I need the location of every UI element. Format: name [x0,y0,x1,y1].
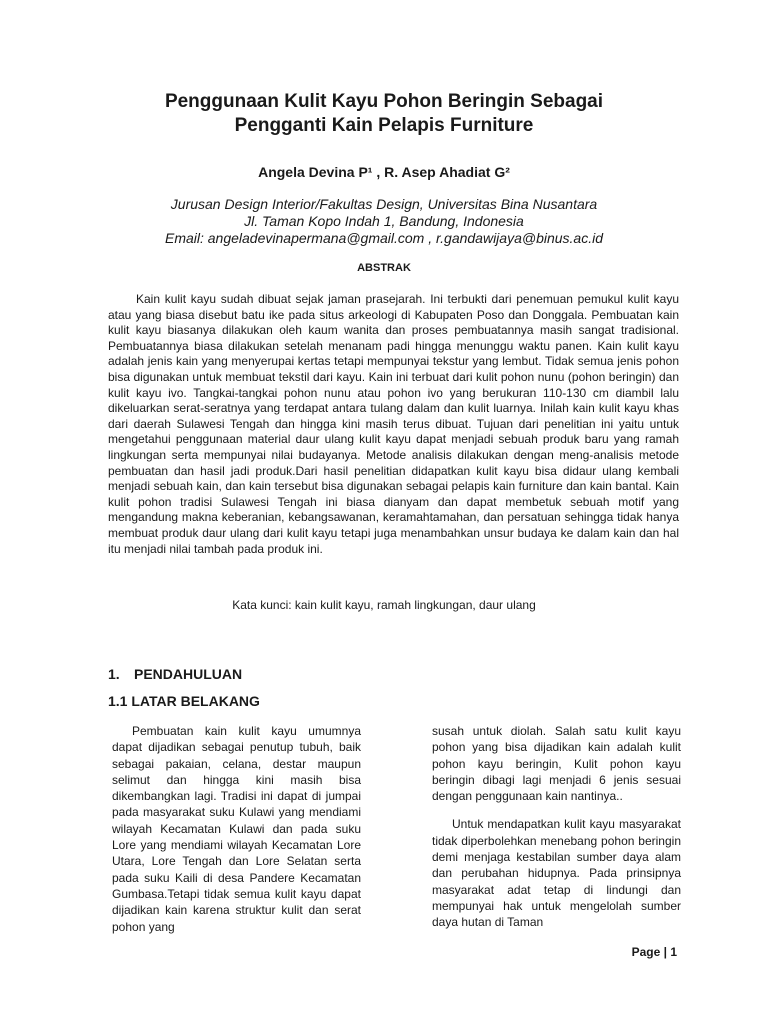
title-line-2: Pengganti Kain Pelapis Furniture [234,115,534,136]
body-paragraph: Pembuatan kain kulit kayu umumnya dapat dijadikan sebagai penutup tubuh, baik sebagai pakaian, celana, destar maupun selimut dan hingga kini masih bisa dikembangkan lagi. Tradisi ini dapat di jumpai pada masyarakat suku Kulawi yang mendiami wilayah Kecamatan Kulawi dan pada suku Lore yang mendiami wilayah Kecamatan Lore Utara, Lore Tengah dan Lore Selatan serta pada suku Kaili di desa Pandere Kecamatan Gumbasa.Tetapi tidak semua kulit kayu dapat dijadikan kain karena struktur kulit dan serat pohon yang [112,724,361,934]
subsection-heading-latar-belakang: 1.1 LATAR BELAKANG [108,693,260,709]
abstract-heading: ABSTRAK [357,262,411,274]
page-number-footer: Page | 1 [631,945,677,959]
section-number: 1. [108,666,120,682]
affiliation-email: Email: angeladevinapermana@gmail.com , r.gandawijaya@binus.ac.id [164,230,604,246]
affiliation-department: Jurusan Design Interior/Fakultas Design, Universitas Bina Nusantara [170,196,598,212]
keywords: Kata kunci: kain kulit kayu, ramah lingkungan, daur ulang [232,598,536,612]
paper-title [100,90,668,138]
body-paragraph: Untuk mendapatkan kulit kayu masyarakat tidak diperbolehkan menebang pohon beringin demi menjaga kestabilan sumber daya alam dan perubahan hidupnya. Pada prinsipnya masyarakat adat tetap di lindungi dan mempunyai hak untuk mengelolah sumber daya hutan di Taman [432,817,681,930]
title-line-1: Penggunaan Kulit Kayu Pohon Beringin Sebagai [164,91,604,112]
section-heading-pendahuluan [108,666,242,682]
body-column-left [112,723,361,935]
author-list: Angela Devina P¹ , R. Asep Ahadiat G² [258,164,510,180]
affiliation-address: Jl. Taman Kopo Indah 1, Bandung, Indonesia [244,213,524,229]
body-column-right [432,723,681,931]
abstract-text: Kain kulit kayu sudah dibuat sejak jaman prasejarah. Ini terbukti dari penemuan pemukul kulit kayu atau yang biasa disebut batu ike pada situs arkeologi di Kabupaten Poso dan Donggala. Pembuatan kain kulit kayu biasanya dilakukan oleh kaum wanita dan proses pembuatannya masih sangat tradisional. Pembuatannya biasa dilakukan setelah menanam padi hingga menunggu waktu panen. Kain kulit kayu adalah jenis kain yang menyerupai kertas tetapi mempunyai tekstur yang lembut. Tidak semua jenis pohon bisa digunakan untuk membuat tekstil dari kayu. Kain ini terbuat dari kulit pohon nunu (pohon beringin) dan kulit kayu ivo. Tangkai-tangkai pohon nunu atau pohon ivo yang berukuran 110-130 cm diambil lalu dikeluarkan serat-seratnya yang terdapat antara tulang dalam dan kulit luarnya. Inilah kain kulit kayu khas dari daerah Sulawesi Tengah dan hingga kini masih terus dibuat. Tujuan dari penelitian ini yaitu untuk mengetahui penggunaan material daur ulang kulit kayu dapat menjadi sebuah produk baru yang ramah lingkungan serta mempunyai nilai budayanya. Metode analisis dilakukan dengan meng-analisis metode pembuatan dan hasil jadi produk.Dari hasil penelitian didapatkan kulit kayu bisa didaur ulang kembali menjadi sebuah kain, dan kain tersebut bisa digunakan sebagai pelapis kain furniture dan kain bantal. Kain kulit pohon tradisi Sulawesi Tengah ini biasa dianyam dan dapat membetuk sebuah motif yang mengandung makna keberanian, kebangsawanan, keramahtamahan, dan persatuan sehingga tidak hanya membuat produk daur ulang dari kulit kayu tetapi juga menambahkan unsur budaya ke dalam kain dan hal itu menjadi nilai tambah pada produk ini. [108,292,679,556]
affiliation-block [100,196,668,247]
section-title: PENDAHULUAN [134,666,243,682]
body-paragraph-continuation: susah untuk diolah. Salah satu kulit kayu pohon yang bisa dijadikan kain adalah kulit pohon kayu beringin, Kulit pohon kayu beringin dibagi lagi menjadi 6 jenis sesuai dengan penggunaan kain nantinya.. [432,724,681,804]
